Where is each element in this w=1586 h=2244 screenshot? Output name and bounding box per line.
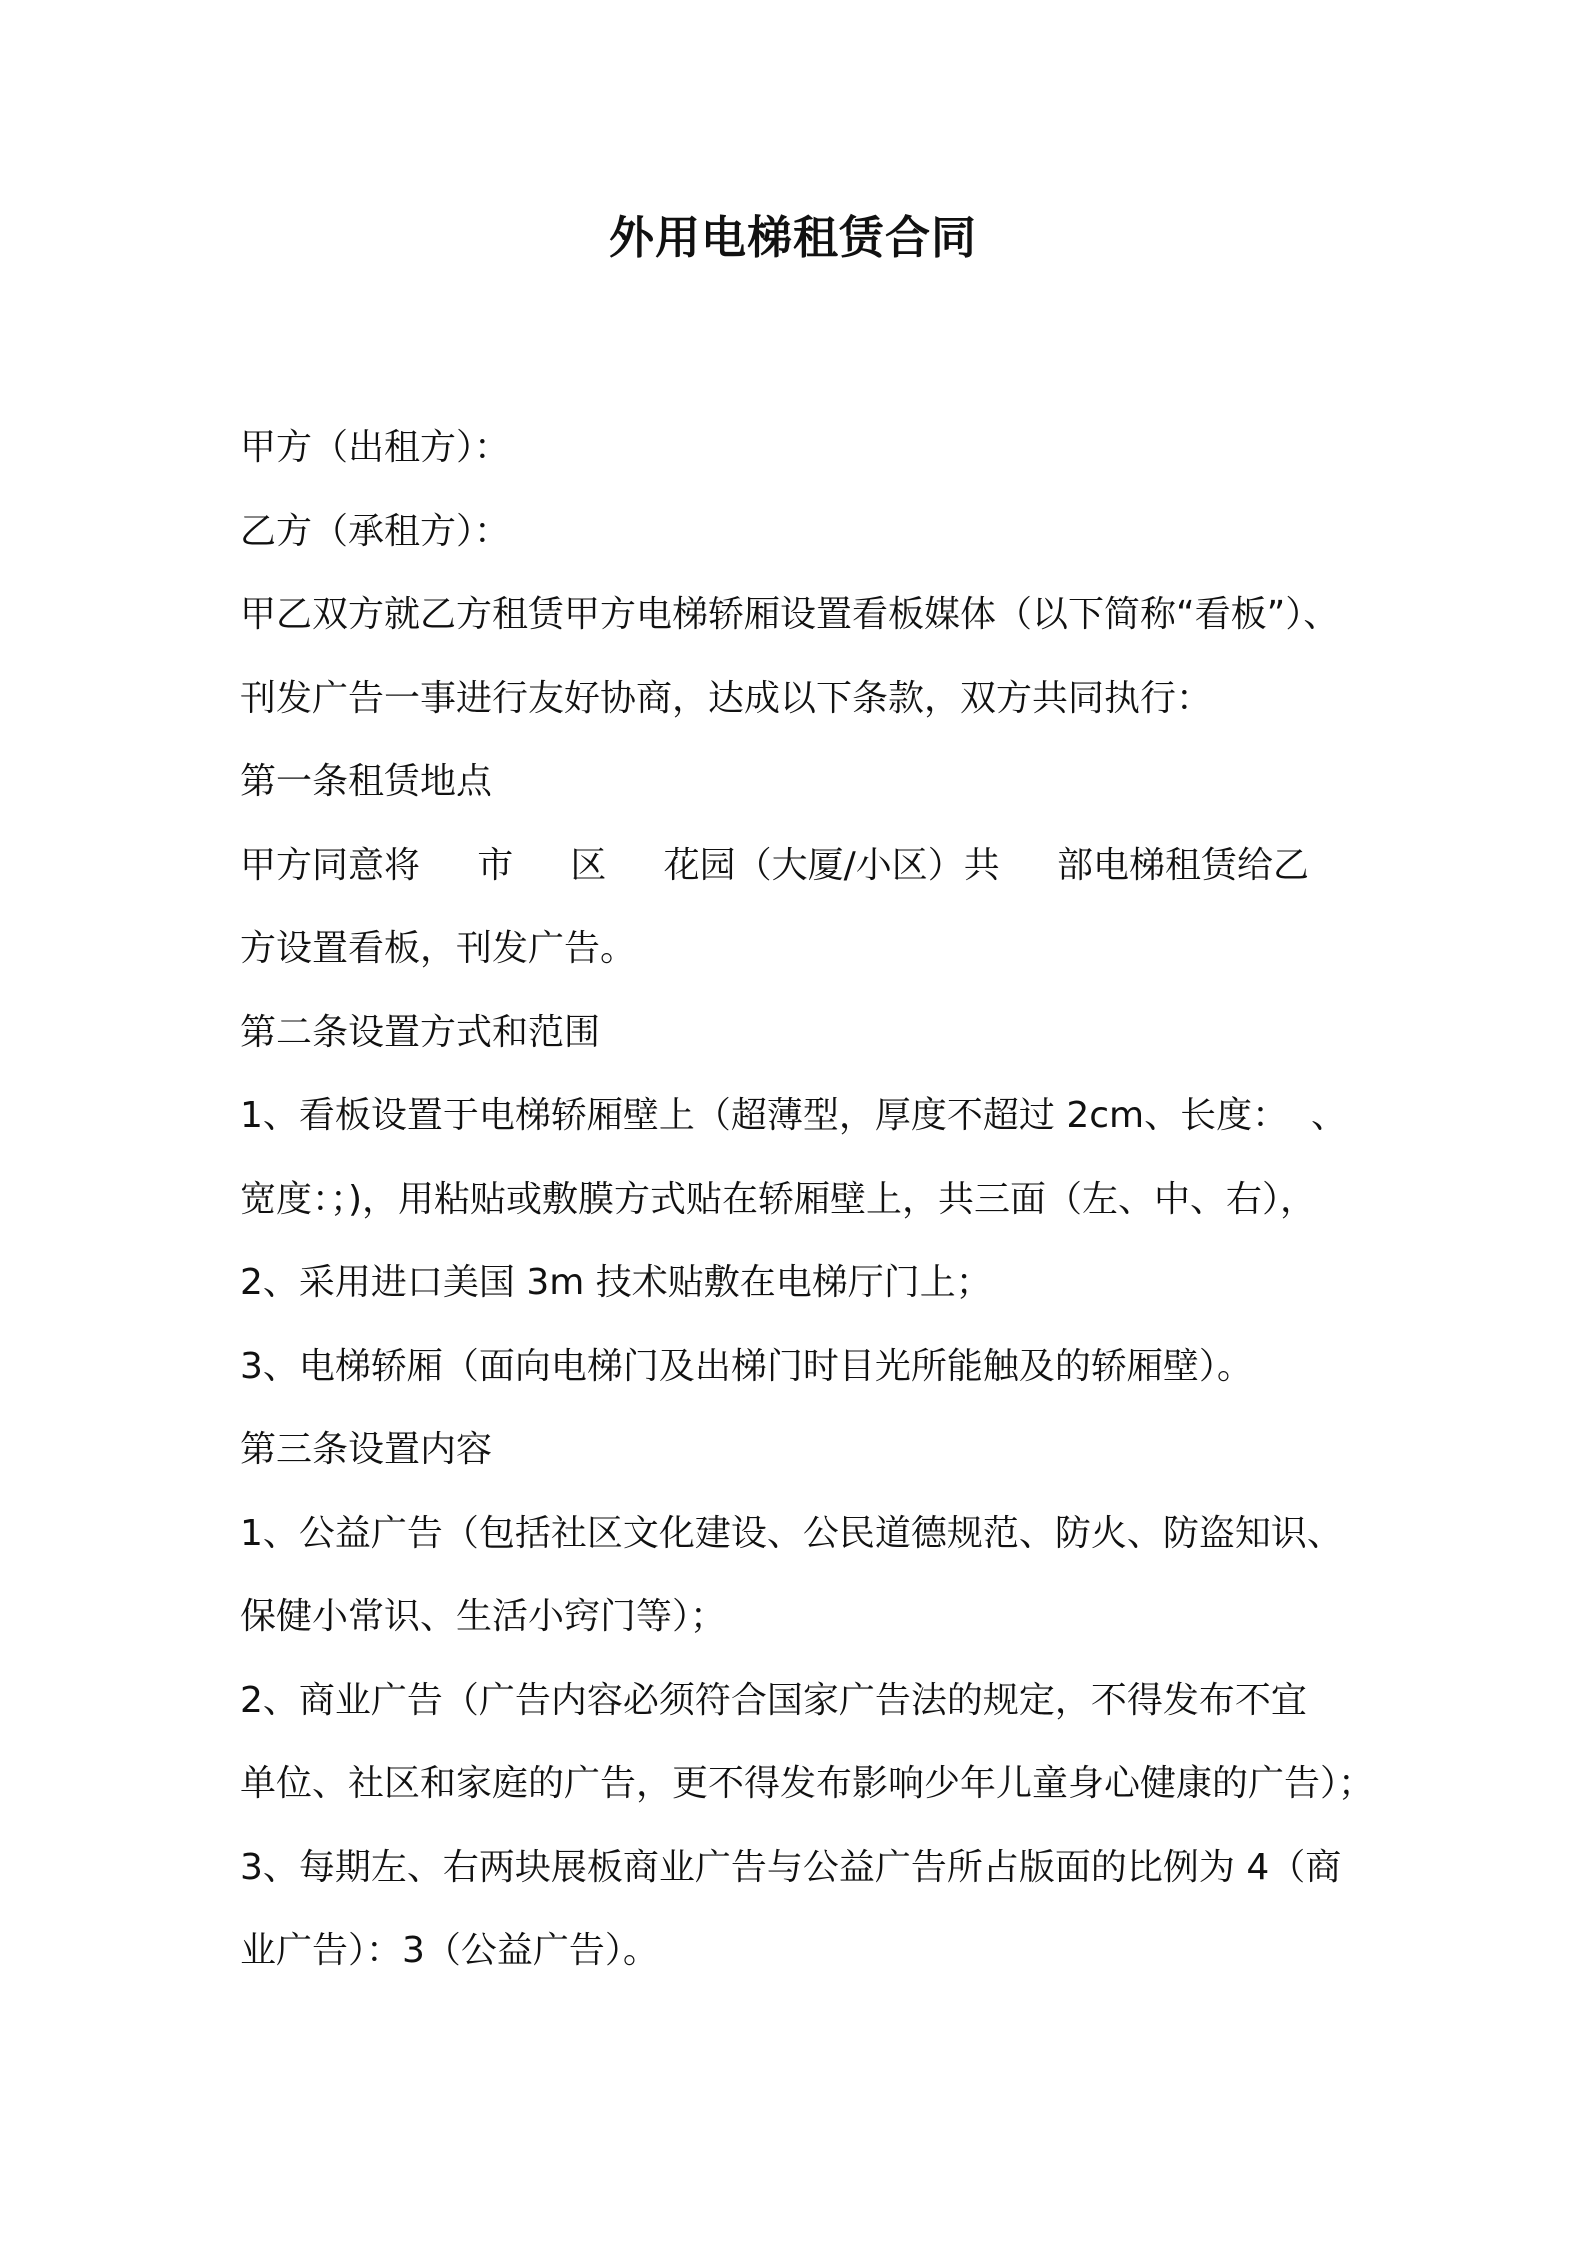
party-a-line: 甲方（出租方）： [240, 427, 511, 468]
preamble-line: 甲乙双方就乙方租赁甲方电梯轿厢设置看板媒体（以下简称“看板”）、 [240, 594, 1340, 635]
document-title: 外用电梯租赁合同 [608, 211, 977, 264]
article-1-text: 甲方同意将 市 区 花园（大厦/小区）共 部电梯租赁给乙 [240, 844, 1309, 886]
article-3-item: 保健小常识、生活小窍门等）； [240, 1596, 727, 1637]
article-2-item: 宽度：；)，用粘贴或敷膜方式贴在轿厢壁上，共三面（左、中、右）， [240, 1178, 1317, 1220]
article-3-item: 单位、社区和家庭的广告，更不得发布影响少年儿童身心健康的广告）； [240, 1763, 1375, 1804]
article-3-heading: 第三条设置内容 [240, 1429, 493, 1470]
article-3-item: 业广告）：3（公益广告）。 [240, 1930, 659, 1971]
article-3-item: 3、每期左、右两块展板商业广告与公益广告所占版面的比例为 4（商 [240, 1846, 1342, 1888]
article-2-item: 2、采用进口美国 3m 技术贴敷在电梯厅门上； [240, 1262, 992, 1303]
article-2-item: 3、电梯轿厢（面向电梯门及出梯门时目光所能触及的轿厢壁）。 [240, 1345, 1253, 1387]
document-body [240, 406, 1380, 1993]
preamble-line: 刊发广告一事进行友好协商，达成以下条款，双方共同执行： [240, 677, 1213, 719]
article-1-text: 方设置看板，刊发广告。 [240, 928, 637, 969]
party-b-line: 乙方（承租方）： [240, 510, 511, 552]
article-1-heading: 第一条租赁地点 [240, 761, 493, 802]
article-3-item: 2、商业广告（广告内容必须符合国家广告法的规定，不得发布不宜 [240, 1679, 1307, 1721]
article-2-item: 1、看板设置于电梯轿厢壁上（超薄型，厚度不超过 2cm、长度： 、 [240, 1095, 1348, 1136]
article-2-heading: 第二条设置方式和范围 [240, 1011, 601, 1053]
article-3-item: 1、公益广告（包括社区文化建设、公民道德规范、防火、防盗知识、 [240, 1512, 1343, 1554]
